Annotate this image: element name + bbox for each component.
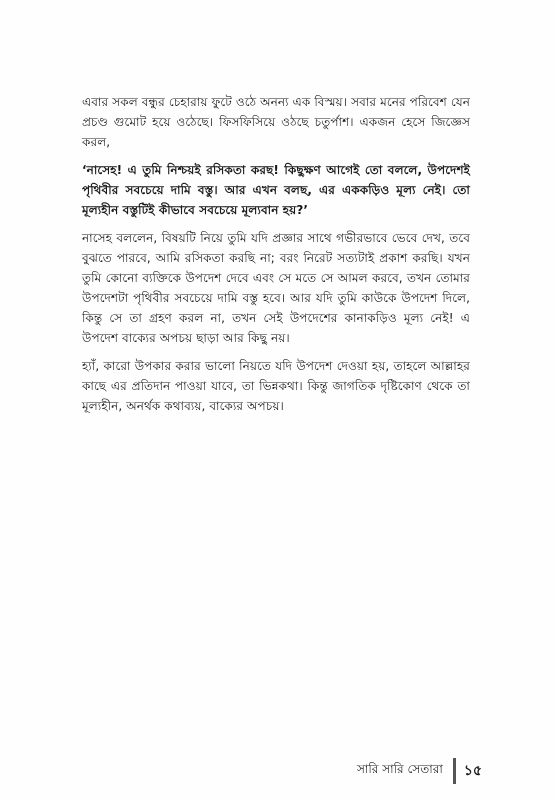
quoted-question-paragraph: ‘নাসেহ! এ তুমি নিশ্চয়ই রসিকতা করছ! কিছুক্ষণ আগেই তো বললে, উপদেশই পৃথিবীর সবচেয়ে দামি বস্তু। আর এখন বলছ, এর এককড়িও মূল্য নেই। তো মূল্যহীন বস্তুটিই কীভাবে সবচেয়ে মূল্যবান হয়?’ <box>82 163 470 217</box>
page-footer <box>357 758 482 784</box>
paragraph: এবার সকল বন্ধুর চেহারায় ফুটে ওঠে অনন্য এক বিস্ময়। সবার মনের পরিবেশ যেন প্রচণ্ড গুমোট হয়ে ওঠেছে। ফিসফিসিয়ে ওঠছে চতুর্পাশ। একজন হেসে জিজ্ঞেস করল, <box>82 95 470 149</box>
paragraph: নাসেহ বললেন, বিষয়টি নিয়ে তুমি যদি প্রজ্ঞার সাথে গভীরভাবে ভেবে দেখ, তবে বুঝতে পারবে, আমি রসিকতা করছি না; বরং নিরেট সত্যটাই প্রকাশ করছি। যখন তুমি কোনো ব্যক্তিকে উপদেশ দেবে এবং সে মতে সে আমল করবে, তখন তোমার উপদেশটা পৃথিবীর সবচেয়ে দামি বস্তু হবে। আর যদি তুমি কাউকে উপদেশ দিলে, কিন্তু সে তা গ্রহণ করল না, তখন সেই উপদেশের কানাকড়িও মূল্য নেই! এ উপদেশ বাক্যের অপচয় ছাড়া আর কিছু নয়। <box>82 231 470 345</box>
page-number: ১৫ <box>463 763 482 779</box>
running-footer-book-title: সারি সারি সেতারা <box>356 762 443 776</box>
footer-divider <box>453 758 456 784</box>
page-body <box>82 92 470 424</box>
paragraph: হ্যাঁ, কারো উপকার করার ভালো নিয়তে যদি উপদেশ দেওয়া হয়, তাহলে আল্লাহর কাছে এর প্রতিদান পাওয়া যাবে, তা ভিন্নকথা। কিন্তু জাগতিক দৃষ্টিকোণ থেকে তা মূল্যহীন, অনর্থক কথাব্যয়, বাক্যের অপচয়। <box>82 359 470 413</box>
